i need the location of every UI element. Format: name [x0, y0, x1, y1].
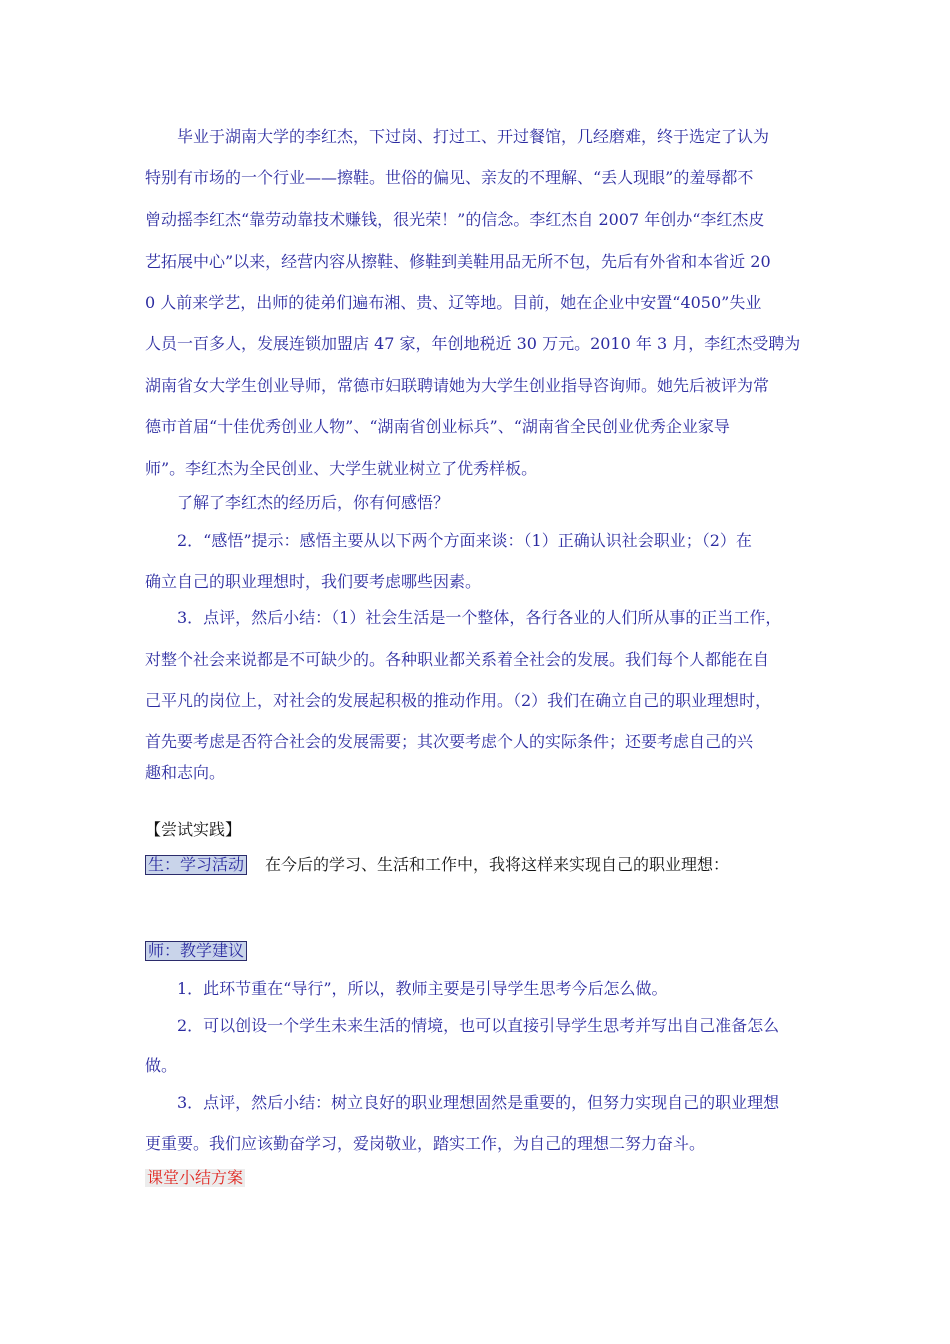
- summary-line: 对整个社会来说都是不可缺少的。各种职业都关系着全社会的发展。我们每个人都能在自: [145, 650, 770, 669]
- teacher-suggestion-tag: 师：教学建议: [145, 941, 247, 961]
- student-activity-text: 在今后的学习、生活和工作中，我将这样来实现自己的职业理想：: [265, 855, 730, 874]
- student-activity-row: [145, 854, 815, 876]
- student-activity-tag: 生：学习活动: [145, 855, 247, 875]
- story-line: 湖南省女大学生创业导师，常德市妇联聘请她为大学生创业指导咨询师。她先后被评为常: [145, 376, 770, 395]
- tip-line: 3．点评，然后小结：树立良好的职业理想固然是重要的，但努力实现自己的职业理想: [177, 1093, 780, 1112]
- summary-line: 首先要考虑是否符合社会的发展需要；其次要考虑个人的实际条件；还要考虑自己的兴: [145, 732, 754, 751]
- story-line: 特别有市场的一个行业——擦鞋。世俗的偏见、亲友的不理解、“丢人现眼”的羞辱都不: [145, 168, 754, 187]
- story-line: 曾动摇李红杰“靠劳动靠技术赚钱，很光荣！”的信念。李红杰自 2007 年创办“李红杰皮: [145, 210, 765, 229]
- story-question: 了解了李红杰的经历后，你有何感悟？: [177, 493, 450, 512]
- hint-line: 确立自己的职业理想时，我们要考虑哪些因素。: [145, 572, 482, 591]
- story-line: 艺拓展中心”以来，经营内容从擦鞋、修鞋到美鞋用品无所不包，先后有外省和本省近 20: [145, 252, 771, 271]
- story-line: 师”。李红杰为全民创业、大学生就业树立了优秀样板。: [145, 459, 538, 478]
- teacher-tag-row: [145, 940, 815, 962]
- tip-line: 2．可以创设一个学生未来生活的情境，也可以直接引导学生思考并写出自己准备怎么: [177, 1016, 780, 1035]
- story-line: 毕业于湖南大学的李红杰，下过岗、打过工、开过餐馆，几经磨难，终于选定了认为: [177, 127, 770, 146]
- summary-line: 己平凡的岗位上，对社会的发展起积极的推动作用。（2）我们在确立自己的职业理想时，: [145, 691, 772, 710]
- hint-line: 2．“感悟”提示：感悟主要从以下两个方面来谈：（1）正确认识社会职业；（2）在: [177, 531, 752, 550]
- story-line: 0 人前来学艺，出师的徒弟们遍布湘、贵、辽等地。目前，她在企业中安置“4050”失业: [145, 293, 762, 312]
- tip-line: 做。: [145, 1056, 178, 1075]
- summary-line: 趣和志向。: [145, 763, 226, 782]
- summary-line: 3．点评，然后小结：（1）社会生活是一个整体，各行各业的人们所从事的正当工作，: [177, 608, 782, 627]
- closing-label: 课堂小结方案: [147, 1168, 244, 1187]
- practice-heading: 【尝试实践】: [145, 820, 242, 839]
- story-line: 人员一百多人，发展连锁加盟店 47 家，年创地税近 30 万元。2010 年 3 月，李红杰受聘为: [145, 334, 801, 353]
- closing-label-row: [145, 1167, 815, 1189]
- story-line: 德市首届“十佳优秀创业人物”、“湖南省创业标兵”、“湖南省全民创业优秀企业家导: [145, 417, 730, 436]
- tip-line: 1．此环节重在“导行”，所以，教师主要是引导学生思考今后怎么做。: [177, 979, 668, 998]
- tip-line: 更重要。我们应该勤奋学习，爱岗敬业，踏实工作，为自己的理想二努力奋斗。: [145, 1134, 706, 1153]
